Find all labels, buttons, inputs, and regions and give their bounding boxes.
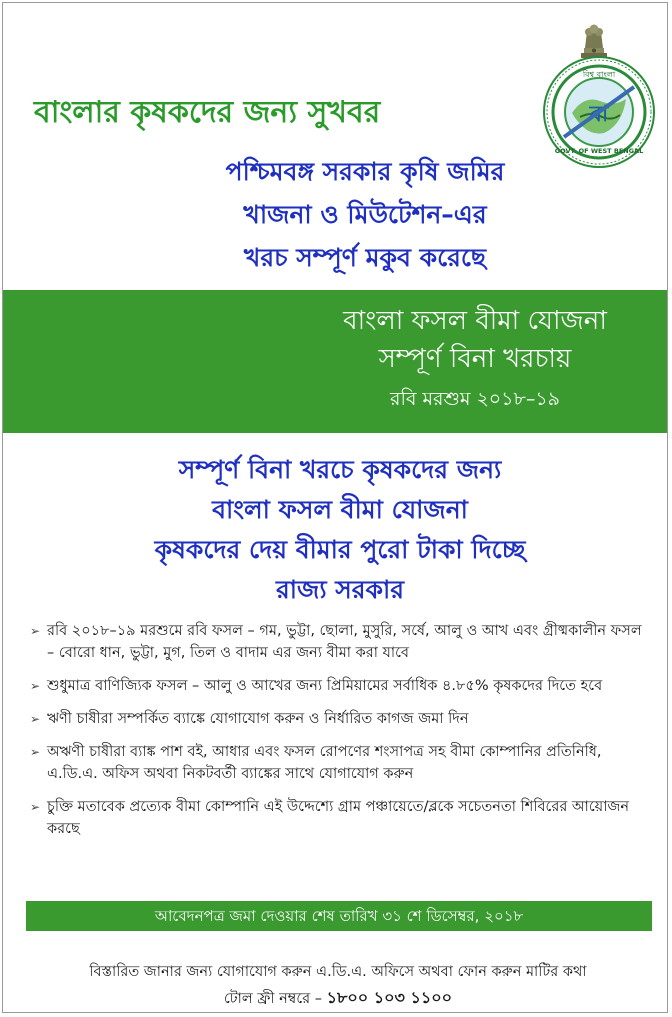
list-item (30, 620, 650, 664)
arrow-bullet-icon: ➢ (30, 712, 41, 726)
announcement (150, 150, 580, 279)
toll-free-line (30, 985, 646, 1012)
list-item-text: ঋণী চাষীরা সম্পর্কিত ব্যাঙ্কে যোগাযোগ করুন ও নির্ধারিত কাগজ জমা দিন (47, 711, 469, 727)
list-item-text: অঋণী চাষীরা ব্যাঙ্ক পাশ বই, আধার এবং ফসল রোপণের শংসাপত্র সহ বীমা কোম্পানির প্রতিনিধি, এ.ডি.এ. অফিস অথবা নিকটবর্তী ব্যাঙ্কের সাথে যোগাযোগ করুন (47, 744, 602, 782)
scheme-line: সম্পূর্ণ বিনা খরচে কৃষকদের জন্য (178, 455, 502, 484)
headline: বাংলার কৃষকদের জন্য সুখবর (34, 95, 381, 130)
scheme-line: রাজ্য সরকার (275, 575, 405, 604)
list-item-text: রবি ২০১৮–১৯ মরশুমে রবি ফসল – গম, ভুট্টা, ছোলা, মুসুরি, সর্ষে, আলু ও আখ এবং গ্রীষ্মকালীন ফসল – বোরো ধান, ভুট্টা, মুগ, তিল ও বাদাম এর জন্য বীমা করা যাবে (47, 623, 642, 661)
announcement-line: খাজনা ও মিউটেশন–এর (243, 200, 487, 229)
seal-top-text: বিশ্ব বাংলা (582, 70, 616, 79)
ashoka-emblem-icon (575, 20, 613, 60)
scheme-line: কৃষকদের দেয় বীমার পুরো টাকা দিচ্ছে (154, 535, 526, 564)
contact-footer (30, 959, 646, 1012)
scheme-banner-text (290, 302, 660, 416)
announcement-line: খরচ সম্পূর্ণ মকুব করেছে (243, 243, 487, 272)
arrow-bullet-icon: ➢ (30, 800, 41, 814)
details-list (30, 620, 650, 851)
arrow-bullet-icon: ➢ (30, 745, 41, 759)
svg-text:বা: বা (589, 102, 609, 127)
list-item (30, 741, 650, 785)
seal-bottom-text: GOVT. OF WEST BENGAL (554, 147, 644, 155)
scheme-highlight (60, 450, 620, 610)
list-item-text: শুধুমাত্র বাণিজ্যিক ফসল – আলু ও আখের জন্য প্রিমিয়ামের সর্বাধিক ৪.৮৫% কৃষকদের দিতে হবে (47, 678, 603, 694)
list-item (30, 708, 650, 730)
toll-free-label: টোল ফ্রী নম্বরে – (223, 991, 322, 1007)
toll-free-number: ১৮০০ ১০৩ ১১০০ (326, 988, 453, 1007)
contact-text: বিস্তারিত জানার জন্য যোগাযোগ করুন এ.ডি.এ. অফিসে অথবা ফোন করুন মাটির কথা (89, 964, 587, 980)
banner-scheme-name: বাংলা ফসল বীমা যোজনা (343, 306, 607, 336)
banner-season: রবি মরশুম ২০১৮–১৯ (390, 388, 560, 410)
banner-free-text: সম্পূর্ণ বিনা খরচায় (378, 344, 572, 374)
arrow-bullet-icon: ➢ (30, 679, 41, 693)
list-item (30, 675, 650, 697)
arrow-bullet-icon: ➢ (30, 624, 41, 638)
list-item (30, 796, 650, 840)
deadline-banner: আবেদনপত্র জমা দেওয়ার শেষ তারিখ ৩১ শে ডিসেম্বর, ২০১৮ (26, 901, 652, 931)
scheme-line: বাংলা ফসল বীমা যোজনা (212, 495, 468, 524)
list-item-text: চুক্তি মতাবেক প্রত্যেক বীমা কোম্পানি এই উদ্দেশ্যে গ্রাম পঞ্চায়েতে/ব্লকে সচেতনতা শিবিরের আয়োজন করছে (47, 799, 630, 837)
announcement-line: পশ্চিমবঙ্গ সরকার কৃষি জমির (225, 157, 505, 186)
